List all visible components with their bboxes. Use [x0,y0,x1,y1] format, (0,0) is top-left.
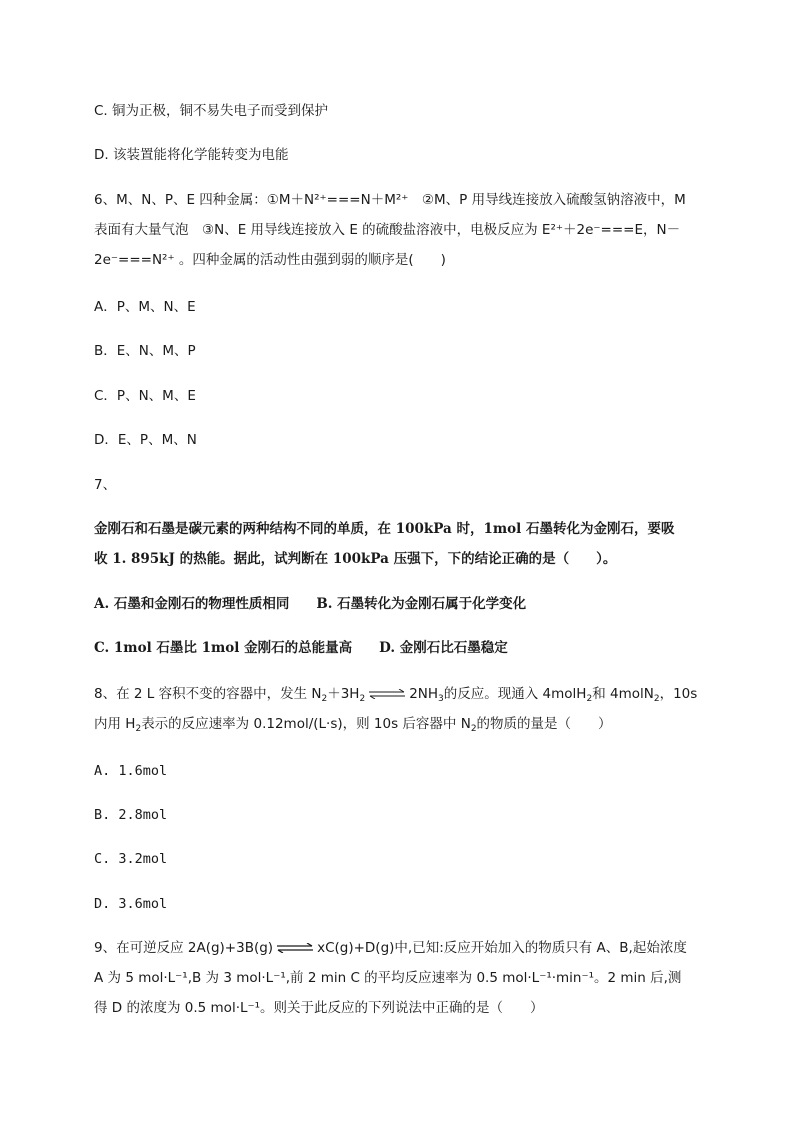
question-9-stem-line-1: 9、在可逆反应 2A(g)+3B(g) xC(g)+D(g)中,已知:反应开始加入的物质只有 A、B,起始浓度 [94,940,687,956]
question-8-option-a: A. 1.6mol [94,763,168,779]
question-6-option-c: C．P、N、M、E [94,388,196,404]
question-6-stem-line-3: 2e⁻===N²⁺ 。四种金属的活动性由强到弱的顺序是( ) [94,252,446,268]
question-8-option-c: C. 3.2mol [94,851,168,867]
question-7-number: 7、 [94,477,117,493]
question-5-option-d: D. 该装置能将化学能转变为电能 [94,147,289,163]
question-5-option-c: C. 铜为正极，铜不易失电子而受到保护 [94,103,329,119]
question-6-option-d: D．E、P、M、N [94,432,197,448]
question-7-stem-line-1: 金刚石和石墨是碳元素的两种结构不同的单质，在 100kPa 时，1mol 石墨转化为金刚石，要吸 [94,521,675,537]
question-9-stem-line-3: 得 D 的浓度为 0.5 mol·L⁻¹。则关于此反应的下列说法中正确的是（ ） [94,1000,544,1016]
question-6-option-a: A．P、M、N、E [94,299,196,315]
question-8-stem-line-1: 8、在 2 L 容积不变的容器中，发生 $N_2+3H_2$ $2NH_3$的反应。现通入 4molH$_2$和 4molN$_2$，10s [94,686,698,704]
question-8-stem-line-2: 内用 $H_2$表示的反应速率为 0.12mol/(L·s)，则 10s 后容器中 $N_2$的物质的量是（ ） [94,716,612,734]
question-6-option-b: B．E、N、M、P [94,343,196,359]
reversible-arrow-icon [276,943,314,953]
reversible-arrow-icon [368,689,406,699]
question-8-option-d: D. 3.6mol [94,896,168,912]
question-7-stem-line-2: 收 1. 895kJ 的热能。据此，试判断在 100kPa 压强下，下的结论正确的是（ ）。 [94,551,617,567]
question-8-option-b: B. 2.8mol [94,807,168,823]
question-7-options-ab: A. 石墨和金刚石的物理性质相同 B. 石墨转化为金刚石属于化学变化 [94,596,527,612]
question-9-stem-line-2: A 为 5 mol·L⁻¹,B 为 3 mol·L⁻¹,前 2 min C 的平均反应速率为 0.5 mol·L⁻¹·min⁻¹。2 min 后,测 [94,970,682,986]
question-7-options-cd: C. 1mol 石墨比 1mol 金刚石的总能量高 D. 金刚石比石墨稳定 [94,640,508,656]
question-6-stem-line-1: 6、M、N、P、E 四种金属：①M＋N²⁺===N＋M²⁺ ②M、P 用导线连接放入硫酸氢钠溶液中，M [94,192,686,208]
question-6-stem-line-2: 表面有大量气泡 ③N、E 用导线连接放入 E 的硫酸盐溶液中，电极反应为 E²⁺＋2e⁻===E，N－ [94,222,681,238]
